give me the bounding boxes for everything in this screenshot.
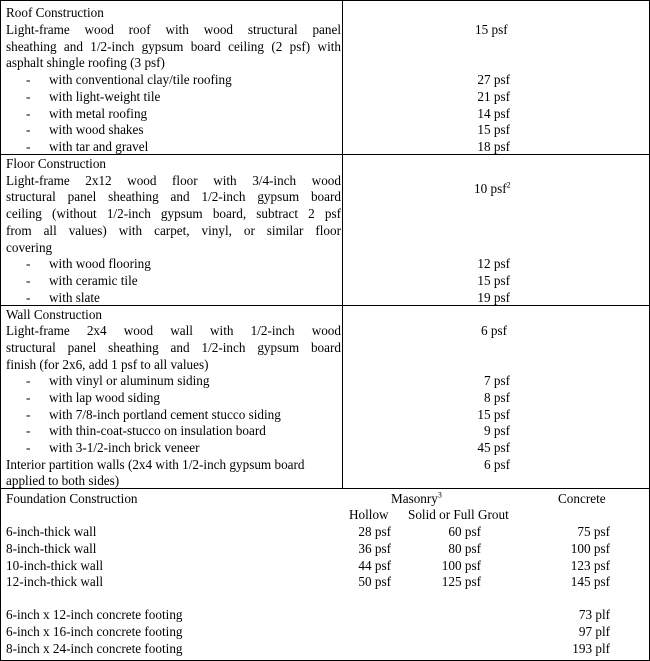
roof-base-value: 15 psf	[475, 22, 508, 37]
wall-item-label: with 3-1/2-inch brick veneer	[49, 440, 200, 456]
foundation-wall-solid: 60 psf	[448, 524, 481, 539]
roof-desc-line-1: Light-frame wood roof with wood structural panel	[6, 22, 341, 37]
masonry-header	[391, 491, 442, 508]
floor-item-dash: -	[26, 289, 31, 305]
floor-item-value: 19 psf	[477, 289, 510, 305]
wall-item-value: 8 psf	[483, 389, 510, 405]
solid-header: Solid or Full Grout	[408, 507, 509, 522]
floor-desc-line-2: structural panel sheathing and 1/2-inch gypsum board	[6, 189, 341, 204]
foundation-wall-label: 8-inch-thick wall	[6, 540, 97, 556]
foundation-wall-solid: 125 psf	[441, 574, 481, 590]
wall-item-dash: -	[26, 440, 31, 456]
masonry-footnote: 3	[437, 490, 442, 500]
foundation-wall-label: 6-inch-thick wall	[6, 524, 97, 539]
foundation-wall-solid: 100 psf	[441, 557, 481, 573]
roof-item-label: with metal roofing	[49, 105, 148, 121]
wall-item-dash: -	[26, 423, 31, 439]
floor-desc-line-3: ceiling (without 1/2-inch gypsum board, subtract 2 psf	[6, 206, 341, 221]
floor-item-dash: -	[26, 272, 31, 288]
wall-item-label: with thin-coat-stucco on insulation board	[49, 423, 266, 439]
roof-item-value: 21 psf	[477, 88, 510, 104]
footing-value: 193 plf	[572, 640, 610, 656]
roof-heading: Roof Construction	[6, 5, 104, 20]
floor-item-label: with slate	[49, 289, 100, 305]
concrete-header: Concrete	[558, 491, 606, 506]
roof-item-value: 27 psf	[477, 72, 510, 87]
wall-item-value: 15 psf	[477, 406, 510, 422]
roof-item-dash: -	[26, 88, 31, 104]
foundation-wall-concrete: 75 psf	[577, 524, 610, 539]
roof-item-label: with tar and gravel	[49, 139, 149, 155]
roof-item-label: with conventional clay/tile roofing	[49, 72, 232, 87]
footing-value: 73 plf	[578, 607, 610, 622]
foundation-wall-hollow: 44 psf	[358, 557, 391, 573]
floor-item-label: with wood flooring	[49, 256, 151, 271]
column-divider	[342, 1, 343, 488]
footing-label: 8-inch x 24-inch concrete footing	[6, 640, 183, 656]
wall-desc-line-3: finish (for 2x6, add 1 psf to all values)	[6, 357, 209, 372]
hollow-header: Hollow	[349, 507, 389, 522]
floor-item-value: 12 psf	[477, 256, 510, 271]
wall-heading: Wall Construction	[6, 307, 103, 322]
wall-item-value: 7 psf	[483, 373, 510, 388]
floor-item-label: with ceramic tile	[49, 272, 138, 288]
floor-desc-line-1: Light-frame 2x12 wood floor with 3/4-inch wood	[6, 173, 341, 188]
roof-item-value: 14 psf	[477, 105, 510, 121]
roof-item-value: 15 psf	[477, 122, 510, 138]
partition-value: 6 psf	[483, 457, 510, 472]
foundation-wall-concrete: 123 psf	[570, 557, 610, 573]
wall-desc-line-1: Light-frame 2x4 wood wall with 1/2-inch wood	[6, 323, 341, 338]
floor-desc-line-4: from all values) with carpet, vinyl, or similar floor	[6, 223, 341, 238]
foundation-wall-hollow: 36 psf	[358, 540, 391, 556]
foundation-wall-concrete: 100 psf	[570, 540, 610, 556]
roof-item-dash: -	[26, 105, 31, 121]
floor-base-value	[474, 181, 511, 198]
partition-line-2: applied to both sides)	[6, 473, 120, 488]
wall-item-label: with 7/8-inch portland cement stucco siding	[49, 406, 281, 422]
wall-item-value: 45 psf	[477, 440, 510, 456]
roof-item-value: 18 psf	[477, 139, 510, 155]
floor-heading: Floor Construction	[6, 156, 107, 171]
floor-item-dash: -	[26, 256, 31, 271]
wall-item-label: with vinyl or aluminum siding	[49, 373, 210, 388]
footing-label: 6-inch x 12-inch concrete footing	[6, 607, 183, 622]
roof-item-dash: -	[26, 72, 31, 87]
roof-item-label: with wood shakes	[49, 122, 144, 138]
wall-item-dash: -	[26, 373, 31, 388]
roof-item-dash: -	[26, 122, 31, 138]
foundation-wall-solid: 80 psf	[448, 540, 481, 556]
partition-line-1: Interior partition walls (2x4 with 1/2-inch gypsum board	[6, 457, 305, 472]
wall-item-label: with lap wood siding	[49, 389, 160, 405]
wall-item-dash: -	[26, 389, 31, 405]
foundation-wall-hollow: 28 psf	[358, 524, 391, 539]
floor-base-footnote: 2	[506, 180, 511, 190]
roof-desc-line-3: asphalt shingle roofing (3 psf)	[6, 55, 165, 70]
roof-item-label: with light-weight tile	[49, 88, 161, 104]
foundation-heading: Foundation Construction	[6, 491, 138, 506]
wall-base-value: 6 psf	[481, 323, 508, 338]
masonry-header-text: Masonry	[391, 491, 438, 506]
foundation-wall-label: 10-inch-thick wall	[6, 557, 104, 573]
roof-item-dash: -	[26, 139, 31, 155]
floor-desc-line-5: covering	[6, 240, 53, 255]
foundation-wall-hollow: 50 psf	[358, 574, 391, 590]
wall-item-dash: -	[26, 406, 31, 422]
footing-value: 97 plf	[578, 623, 610, 639]
floor-item-value: 15 psf	[477, 272, 510, 288]
wall-item-value: 9 psf	[483, 423, 510, 439]
foundation-wall-concrete: 145 psf	[570, 574, 610, 590]
floor-base-value-text: 10 psf	[474, 181, 507, 196]
roof-desc-line-2: sheathing and 1/2-inch gypsum board ceiling (2 psf) with	[6, 39, 341, 54]
foundation-wall-label: 12-inch-thick wall	[6, 574, 104, 590]
footing-label: 6-inch x 16-inch concrete footing	[6, 623, 183, 639]
wall-desc-line-2: structural panel sheathing and 1/2-inch gypsum board	[6, 340, 341, 355]
